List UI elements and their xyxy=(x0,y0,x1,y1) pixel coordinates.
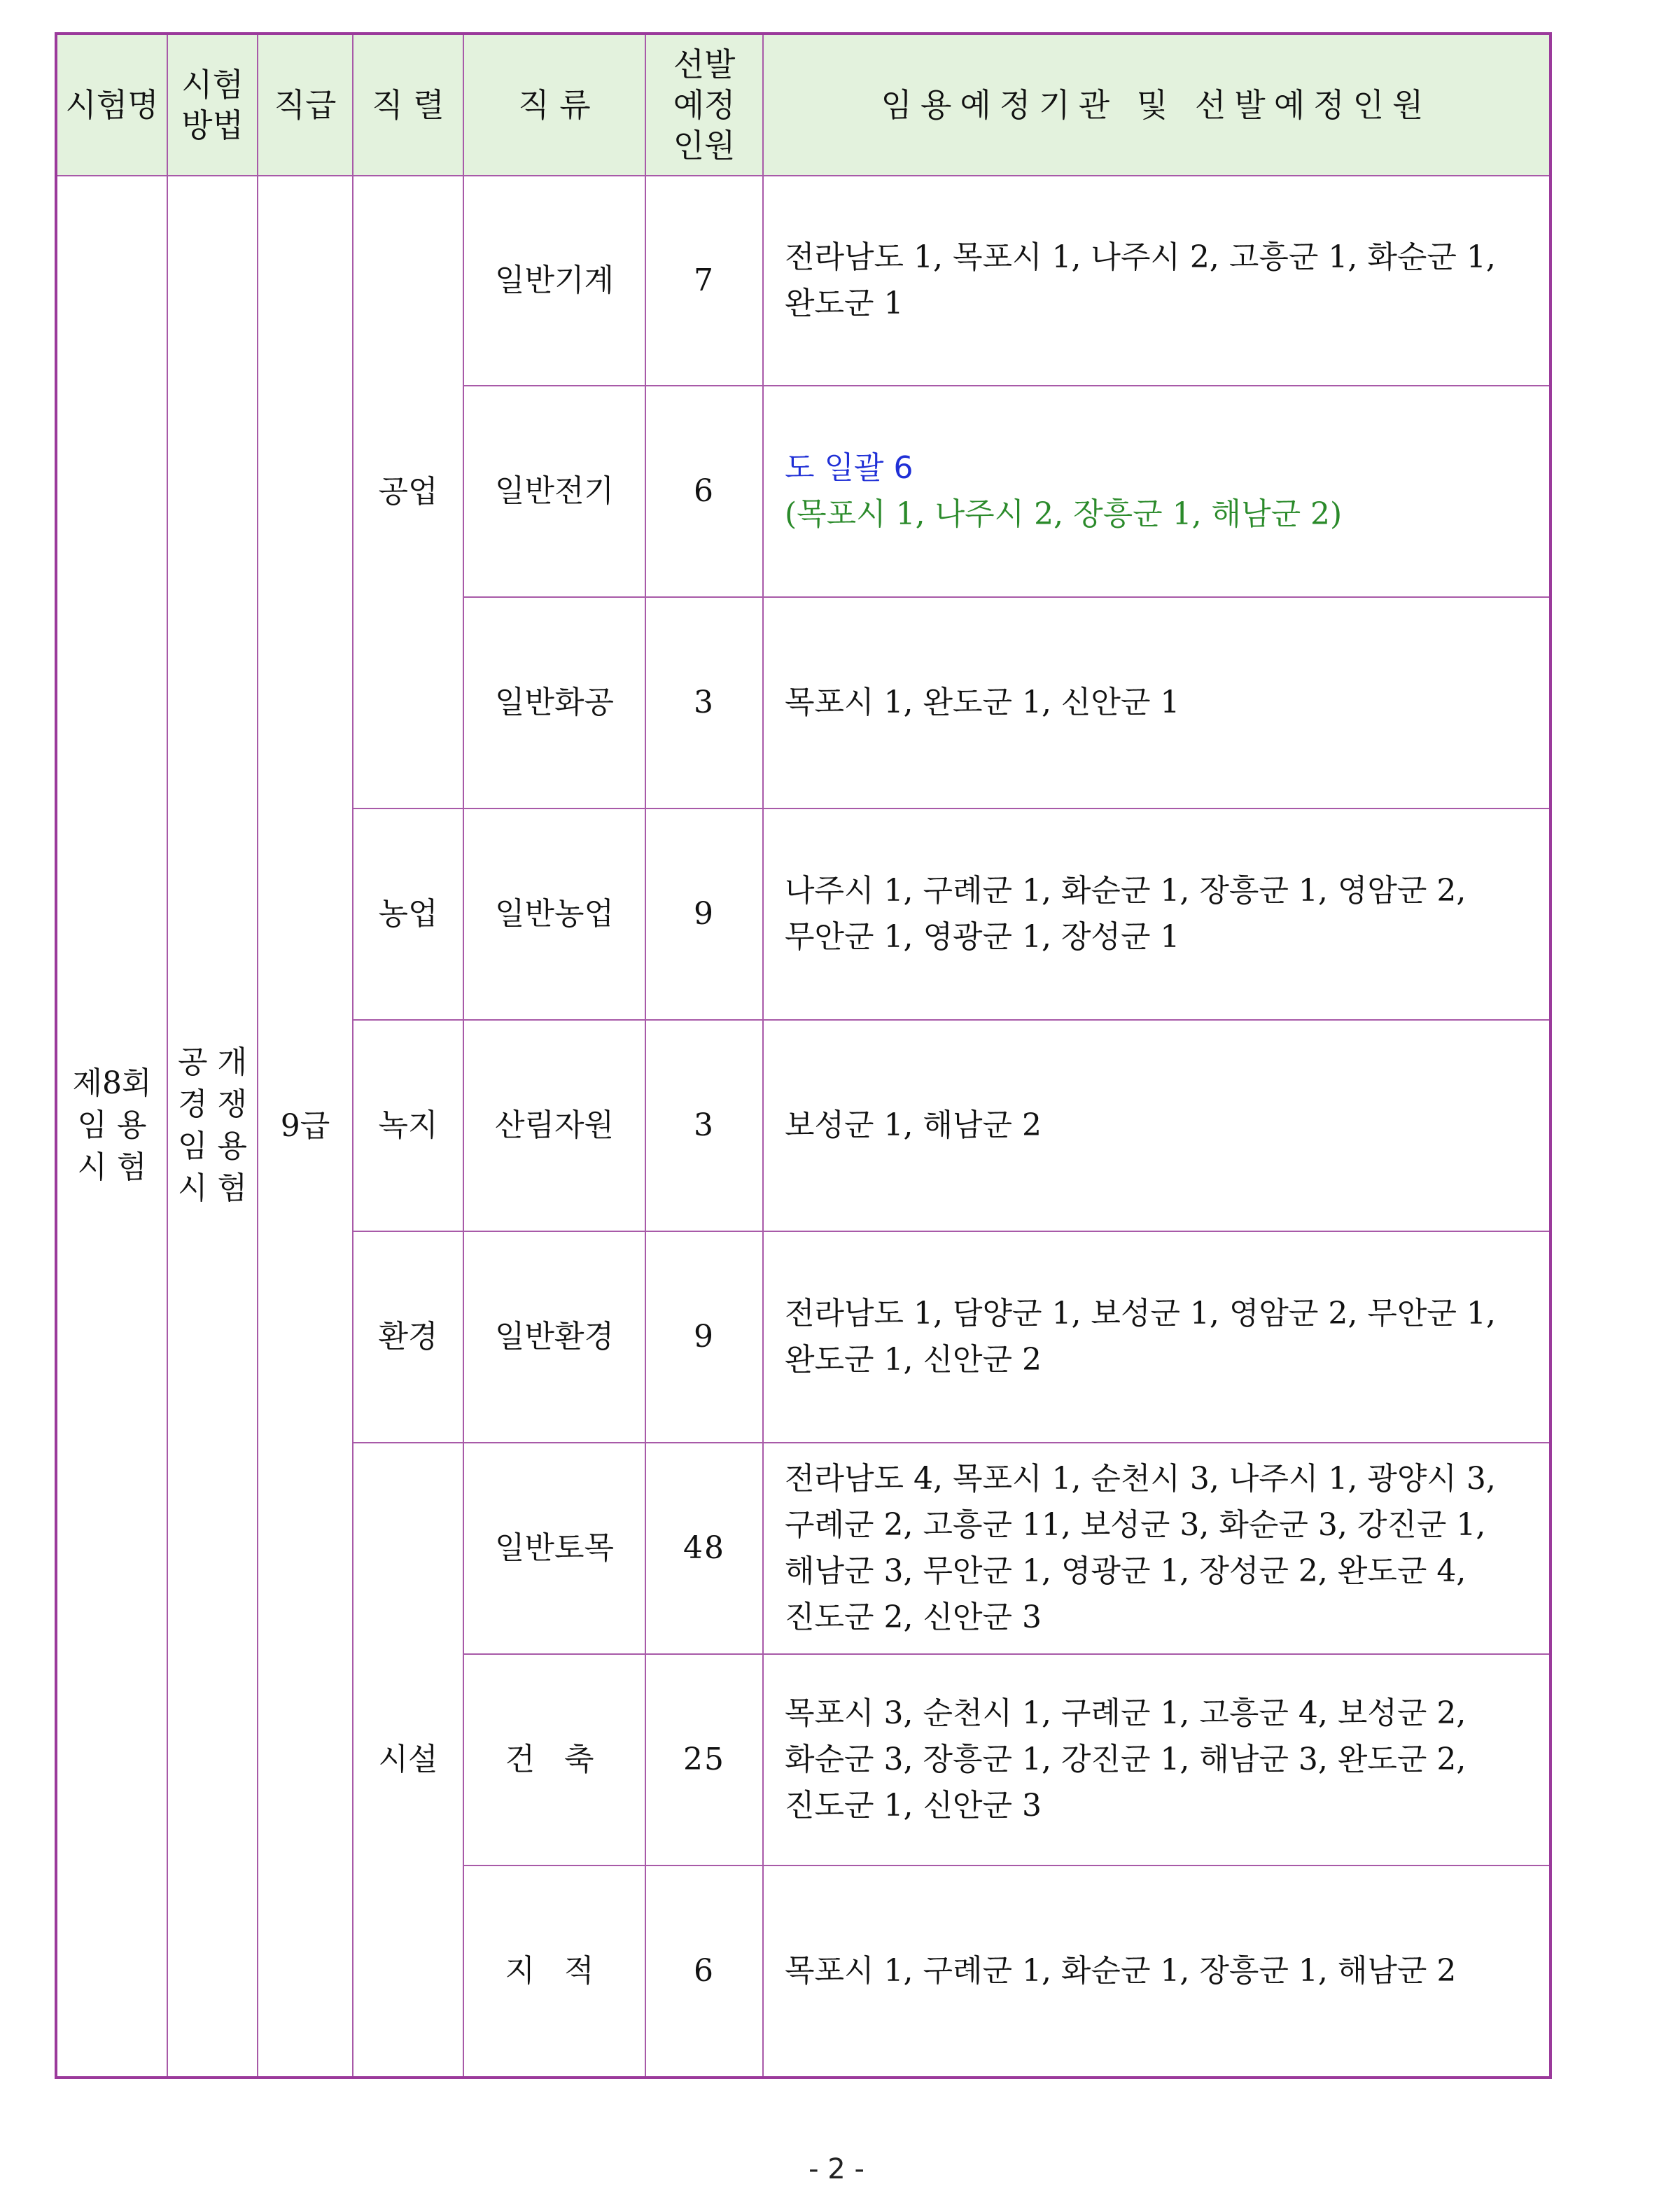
header-grade: 직급 xyxy=(258,34,353,176)
agencies-bulk-note: 도 일괄 6 xyxy=(785,450,913,486)
header-headcount: 선발 예정 인원 xyxy=(645,34,763,176)
cell-count: 9 xyxy=(645,808,763,1020)
cell-class: 일반환경 xyxy=(463,1231,645,1443)
cell-count: 6 xyxy=(645,1865,763,2078)
cell-series-agriculture: 농업 xyxy=(353,808,463,1020)
cell-class: 일반농업 xyxy=(463,808,645,1020)
cell-agencies: 전라남도 4, 목포시 1, 순천시 3, 나주시 1, 광양시 3, 구례군 2, 고흥군 11, 보성군 3, 화순군 3, 강진군 1, 해남군 3, 무안군 1, 영광군 1, 장성군 2, 완도군 4, 진도군 2, 신안군 3 xyxy=(763,1443,1550,1654)
header-exam-method: 시험 방법 xyxy=(167,34,258,176)
cell-agencies: 전라남도 1, 담양군 1, 보성군 1, 영암군 2, 무안군 1, 완도군 1, 신안군 2 xyxy=(763,1231,1550,1443)
header-agencies: 임용예정기관 및 선발예정인원 xyxy=(763,34,1550,176)
cell-agencies: 목포시 1, 구례군 1, 화순군 1, 장흥군 1, 해남군 2 xyxy=(763,1865,1550,2078)
cell-class: 일반전기 xyxy=(463,386,645,597)
cell-agencies xyxy=(763,386,1550,597)
cell-class: 일반화공 xyxy=(463,597,645,808)
cell-count: 3 xyxy=(645,597,763,808)
cell-agencies: 전라남도 1, 목포시 1, 나주시 2, 고흥군 1, 화순군 1, 완도군 1 xyxy=(763,176,1550,386)
header-series: 직 렬 xyxy=(353,34,463,176)
cell-count: 9 xyxy=(645,1231,763,1443)
cell-series-facility: 시설 xyxy=(353,1443,463,2078)
cell-class: 일반기계 xyxy=(463,176,645,386)
recruitment-table xyxy=(55,32,1552,2079)
cell-agencies: 목포시 1, 완도군 1, 신안군 1 xyxy=(763,597,1550,808)
cell-class: 지 적 xyxy=(463,1865,645,2078)
cell-class: 산림자원 xyxy=(463,1020,645,1231)
cell-exam-name: 제8회 임 용 시 험 xyxy=(56,176,167,2078)
table-header-row xyxy=(56,34,1550,176)
cell-count: 3 xyxy=(645,1020,763,1231)
cell-agencies: 나주시 1, 구례군 1, 화순군 1, 장흥군 1, 영암군 2, 무안군 1, 영광군 1, 장성군 1 xyxy=(763,808,1550,1020)
cell-series-industry: 공업 xyxy=(353,176,463,808)
agencies-breakdown-note: (목포시 1, 나주시 2, 장흥군 1, 해남군 2) xyxy=(785,496,1343,532)
cell-exam-method: 공 개 경 쟁 임 용 시 험 xyxy=(167,176,258,2078)
header-class: 직 류 xyxy=(463,34,645,176)
header-exam-name: 시험명 xyxy=(56,34,167,176)
cell-series-environment: 환경 xyxy=(353,1231,463,1443)
cell-grade: 9급 xyxy=(258,176,353,2078)
cell-count: 25 xyxy=(645,1654,763,1865)
cell-class: 일반토목 xyxy=(463,1443,645,1654)
cell-agencies: 보성군 1, 해남군 2 xyxy=(763,1020,1550,1231)
cell-count: 7 xyxy=(645,176,763,386)
cell-class: 건 축 xyxy=(463,1654,645,1865)
cell-count: 6 xyxy=(645,386,763,597)
cell-series-green: 녹지 xyxy=(353,1020,463,1231)
cell-count: 48 xyxy=(645,1443,763,1654)
page-number: - 2 - xyxy=(808,2153,864,2185)
table-row xyxy=(56,176,1550,386)
cell-agencies: 목포시 3, 순천시 1, 구례군 1, 고흥군 4, 보성군 2, 화순군 3, 장흥군 1, 강진군 1, 해남군 3, 완도군 2, 진도군 1, 신안군 3 xyxy=(763,1654,1550,1865)
